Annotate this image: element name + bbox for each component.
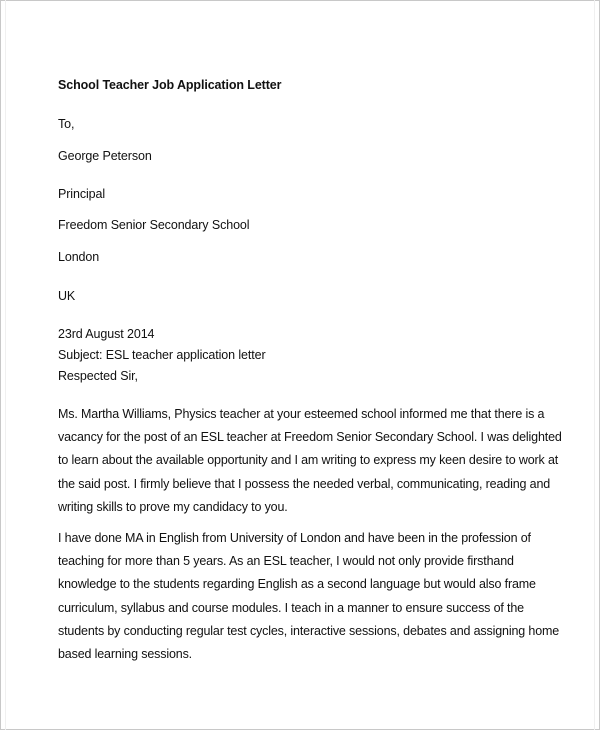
paragraph-line: students by conducting regular test cycles, interactive sessions, debates and assigning home	[58, 623, 560, 638]
recipient-school: Freedom Senior Secondary School	[58, 218, 250, 232]
paragraph-line: the said post. I firmly believe that I possess the needed verbal, communicating, reading and	[58, 476, 551, 491]
paragraph-line: Ms. Martha Williams, Physics teacher at your esteemed school informed me that there is a	[58, 407, 545, 421]
letter-subject: Subject: ESL teacher application letter	[58, 348, 266, 362]
paragraph-line: teaching for more than 5 years. As an ESL teacher, I would not only provide firsthand	[58, 554, 514, 569]
letter-title: School Teacher Job Application Letter	[58, 78, 282, 92]
paragraph-line: knowledge to the students regarding English as a second language but would also frame	[58, 577, 536, 592]
page-margin-edge-right	[594, 0, 595, 730]
paragraph-1	[58, 403, 562, 519]
paragraph-line: based learning sessions.	[58, 647, 192, 662]
recipient-position: Principal	[58, 187, 106, 201]
letter-greeting: Respected Sir,	[58, 369, 138, 383]
paragraph-2	[58, 527, 560, 666]
page-margin-edge-left	[5, 0, 6, 730]
recipient-name: George Peterson	[58, 149, 152, 163]
recipient-city: London	[58, 250, 100, 264]
paragraph-line: vacancy for the post of an ESL teacher at Freedom Senior Secondary School. I was delighted	[58, 430, 562, 445]
recipient-country: UK	[58, 289, 76, 303]
paragraph-line: I have done MA in English from University of London and have been in the profession of	[58, 531, 531, 545]
paragraph-line: curriculum, syllabus and course modules. I teach in a manner to ensure success of the	[58, 600, 524, 615]
letter-date: 23rd August 2014	[58, 327, 155, 341]
paragraph-line: writing skills to prove my candidacy to you.	[58, 499, 288, 514]
salutation-to: To,	[58, 117, 75, 131]
paragraph-line: to learn about the available opportunity and I am writing to express my keen desire to work at	[58, 453, 559, 468]
